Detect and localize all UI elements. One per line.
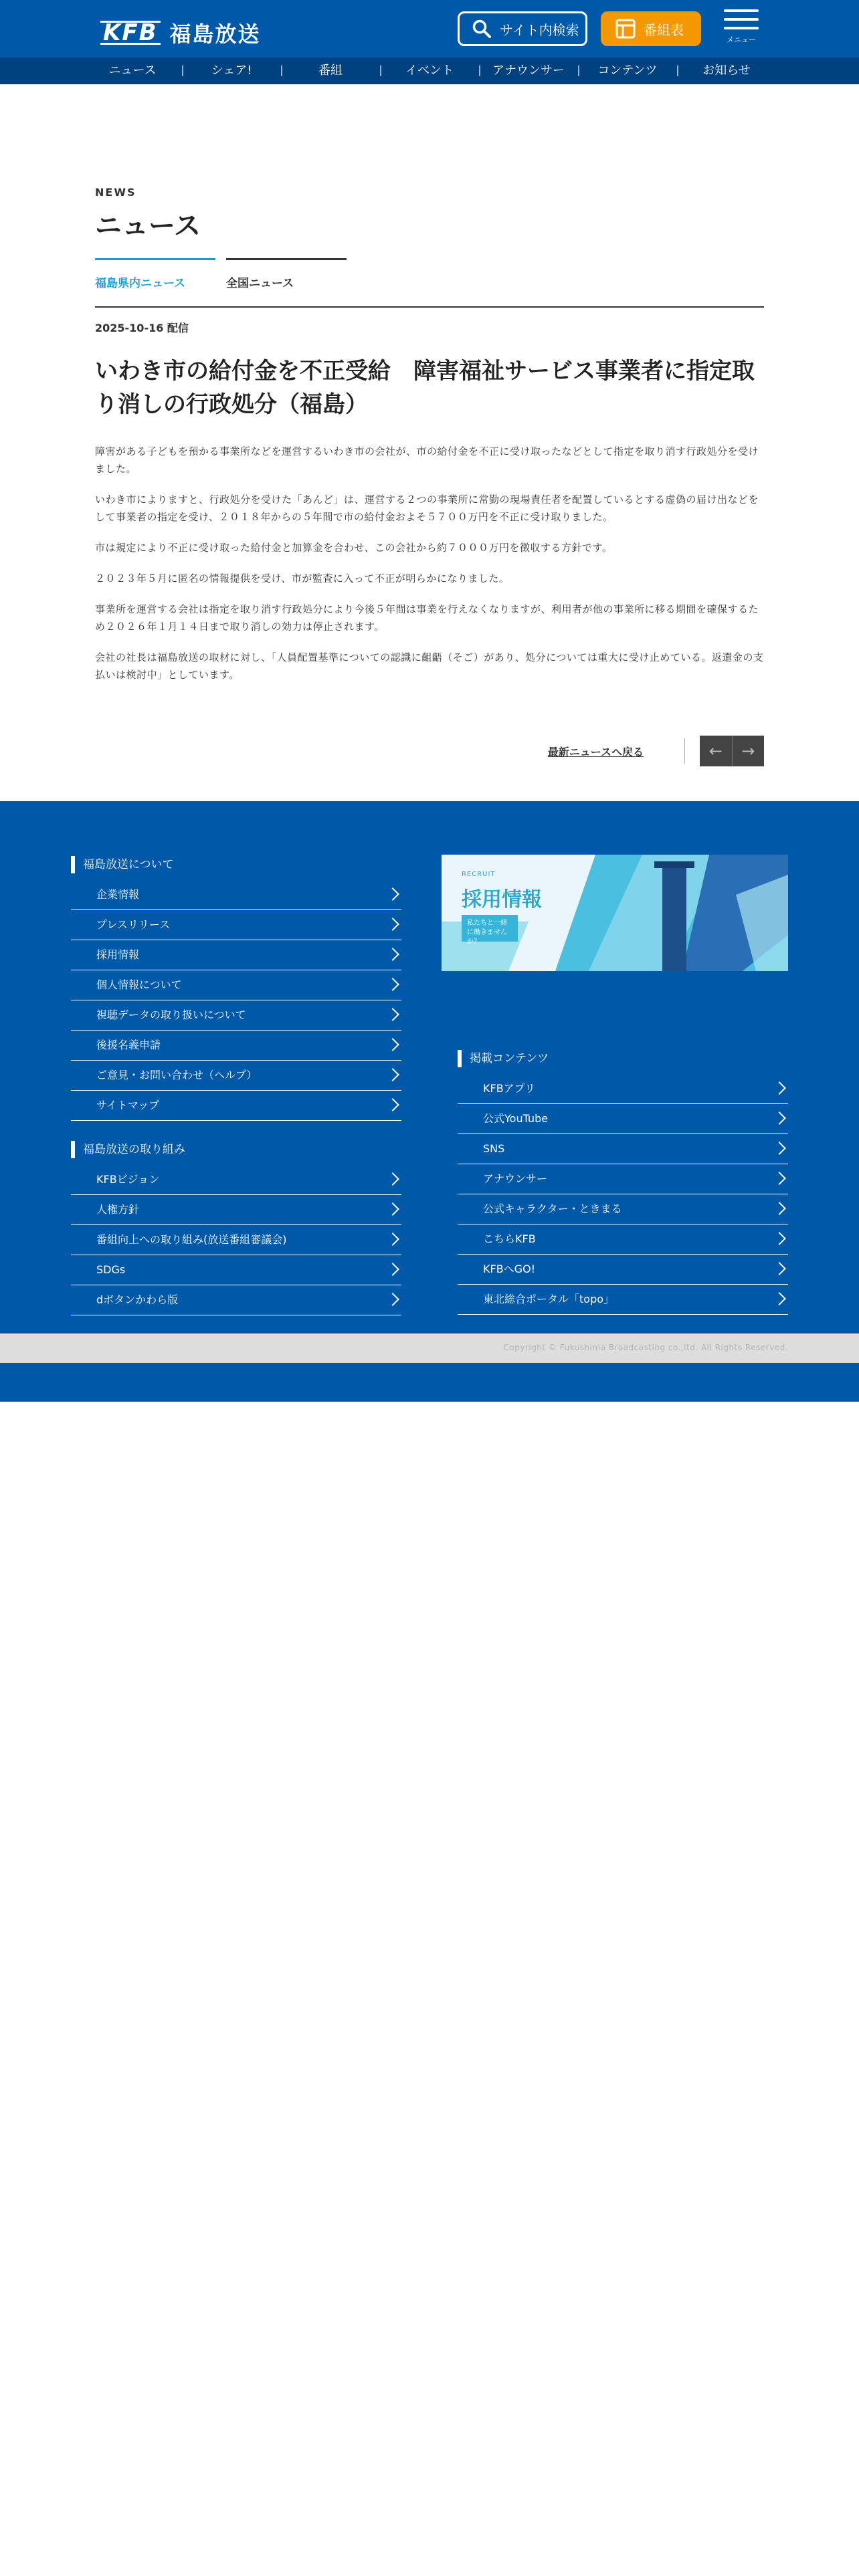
- footer-link-sitemap[interactable]: [71, 1091, 401, 1121]
- footer-about-list: [71, 880, 401, 1121]
- footer-link-label: プレスリリース: [96, 918, 171, 931]
- program-guide-button[interactable]: [601, 11, 701, 46]
- footer-link-label: 人権方針: [96, 1203, 140, 1216]
- footer-link-label: KFBビジョン: [96, 1173, 160, 1186]
- footer-link-program-council[interactable]: [71, 1225, 401, 1255]
- footer-link-kochira-kfb[interactable]: [458, 1224, 788, 1255]
- footer-link-label: SDGs: [96, 1263, 126, 1276]
- footer-link-press[interactable]: [71, 910, 401, 940]
- next-arrow-icon[interactable]: →: [732, 736, 765, 766]
- chevron-right-icon: [386, 887, 399, 901]
- footer-efforts-column: [71, 1141, 401, 1315]
- chevron-right-icon: [773, 1111, 786, 1125]
- chevron-right-icon: [773, 1232, 786, 1245]
- footer-link-label: ご意見・お問い合わせ（ヘルプ）: [96, 1069, 258, 1081]
- nav-item-notices[interactable]: お知らせ: [677, 58, 776, 84]
- footer-link-character[interactable]: [458, 1194, 788, 1224]
- menu-bar-icon: [724, 27, 759, 29]
- chevron-right-icon: [773, 1292, 786, 1305]
- site-search-button[interactable]: [458, 11, 587, 46]
- chevron-right-icon: [386, 1293, 399, 1306]
- copyright-bar: [0, 1333, 859, 1363]
- footer-efforts-heading: 福島放送の取り組み: [71, 1141, 401, 1158]
- footer-link-label: サイトマップ: [96, 1099, 160, 1111]
- footer-link-topo[interactable]: [458, 1285, 788, 1315]
- recruit-banner-subtitle: 私たちと一緒に働きませんか？: [462, 915, 518, 942]
- footer-about-heading: 福島放送について: [71, 856, 401, 873]
- article-title: いわき市の給付金を不正受給 障害福祉サービス事業者に指定取り消しの行政処分（福島）: [95, 358, 755, 418]
- nav-item-contents[interactable]: コンテンツ: [578, 58, 677, 84]
- article-date: 2025-10-16 配信: [95, 322, 189, 334]
- menu-label: メニュー: [727, 35, 756, 44]
- tab-fukushima-news[interactable]: 福島県内ニュース: [95, 258, 215, 306]
- chevron-right-icon: [386, 978, 399, 991]
- chevron-right-icon: [386, 1263, 399, 1276]
- footer-link-dbutton[interactable]: [71, 1285, 401, 1315]
- footer-link-label: 番組向上への取り組み(放送番組審議会): [96, 1233, 287, 1246]
- global-nav: [0, 58, 859, 84]
- footer-link-label: 個人情報について: [96, 978, 182, 991]
- footer-link-kfb-go[interactable]: [458, 1255, 788, 1285]
- chevron-right-icon: [773, 1202, 786, 1215]
- tab-national-news[interactable]: 全国ニュース: [226, 258, 347, 306]
- footer-link-recruit[interactable]: [71, 940, 401, 970]
- article-paragraph: 会社の社長は福島放送の取材に対し、「人員配置基準についての認識に齟齬（そご）があり、処分については重大に受け止めている。返還金の支払いは検討中」としています。: [95, 651, 764, 681]
- chevron-right-icon: [773, 1172, 786, 1185]
- prev-arrow-icon[interactable]: ←: [708, 742, 723, 760]
- nav-item-news[interactable]: ニュース: [108, 64, 157, 78]
- footer-link-sdgs[interactable]: [71, 1255, 401, 1285]
- footer-link-sponsorship[interactable]: [71, 1031, 401, 1061]
- menu-bar-icon: [724, 18, 759, 21]
- footer-link-label: アナウンサー: [483, 1172, 548, 1185]
- chevron-right-icon: [386, 1202, 399, 1216]
- chevron-right-icon: [386, 1008, 399, 1021]
- search-button-label: サイト内検索: [500, 21, 579, 38]
- news-tabs: [95, 258, 764, 308]
- article-navigation: [95, 736, 764, 766]
- footer-bottom-band: [0, 1363, 859, 1402]
- footer-link-label: dボタンかわら版: [96, 1293, 179, 1306]
- footer-link-label: SNS: [483, 1142, 505, 1155]
- hamburger-menu-button[interactable]: [723, 9, 760, 48]
- nav-item-programs[interactable]: 番組: [281, 58, 380, 84]
- article-paragraph: いわき市によりますと、行政処分を受けた「あんど」は、運営する２つの事業所に常勤の現場責任者を配置しているとする虚偽の届け出などをして事業者の指定を受け、２０１８年からの５年間で市の給付金およそ５７００万円を不正に受け取りました。: [95, 494, 759, 523]
- site-header: [0, 0, 859, 58]
- article-pager: [700, 736, 764, 766]
- nav-item-events[interactable]: イベント: [380, 58, 479, 84]
- chevron-right-icon: [773, 1081, 786, 1095]
- footer-link-company[interactable]: [71, 880, 401, 910]
- footer-contents-heading: 掲載コンテンツ: [458, 1050, 788, 1067]
- footer-link-label: こちらKFB: [483, 1232, 536, 1245]
- chevron-right-icon: [386, 1172, 399, 1186]
- footer-link-label: 企業情報: [96, 888, 140, 901]
- chevron-right-icon: [773, 1262, 786, 1275]
- article-paragraph: 市は規定により不正に受け取った給付金と加算金を合わせ、この会社から約７０００万円を徴収する方針です。: [95, 542, 613, 554]
- logo-text: 福島放送: [169, 21, 261, 47]
- footer-link-label: 視聴データの取り扱いについて: [96, 1008, 246, 1021]
- footer-link-sns[interactable]: [458, 1134, 788, 1164]
- chevron-right-icon: [386, 1098, 399, 1111]
- footer-link-contact[interactable]: [71, 1061, 401, 1091]
- recruit-banner-tag: RECRUIT: [462, 871, 496, 878]
- footer-link-label: KFBアプリ: [483, 1082, 536, 1095]
- program-button-label: 番組表: [644, 21, 684, 38]
- footer-contents-column: [458, 1050, 788, 1315]
- footer-link-label: 採用情報: [96, 948, 140, 961]
- footer-link-label: 東北総合ポータル「topo」: [483, 1293, 615, 1305]
- page-title: ニュース: [95, 211, 201, 241]
- site-footer: [0, 801, 859, 1402]
- footer-link-announcer[interactable]: [458, 1164, 788, 1194]
- article-paragraph: 障害がある子どもを預かる事業所などを運営するいわき市の会社が、市の給付金を不正に受け取ったなどとして指定を取り消す行政処分を受けました。: [95, 445, 759, 475]
- footer-link-label: 公式YouTube: [483, 1112, 549, 1125]
- site-logo[interactable]: [100, 17, 261, 48]
- footer-link-youtube[interactable]: [458, 1104, 788, 1134]
- article-paragraph: ２０２３年５月に匿名の情報提供を受け、市が監査に入って不正が明らかになりました。: [95, 572, 510, 584]
- footer-link-label: KFBへGO!: [483, 1263, 536, 1275]
- footer-efforts-list: [71, 1165, 401, 1315]
- logo-mark: KFB: [100, 21, 161, 45]
- nav-item-share[interactable]: シェア!: [182, 58, 281, 84]
- copyright-text: Copyright © Fukushima Broadcasting co.,ltd. All Rights Reserved.: [503, 1343, 788, 1352]
- footer-link-app[interactable]: [458, 1074, 788, 1104]
- footer-link-privacy[interactable]: [71, 970, 401, 1000]
- section-title-en: NEWS: [95, 186, 136, 199]
- chevron-right-icon: [386, 918, 399, 931]
- footer-contents-list: [458, 1074, 788, 1315]
- footer-link-label: 公式キャラクター・ときまる: [483, 1202, 622, 1215]
- chevron-right-icon: [773, 1142, 786, 1155]
- nav-item-announcers[interactable]: アナウンサー: [479, 58, 578, 84]
- article-paragraph: 事業所を運営する会社は指定を取り消す行政処分により今後５年間は事業を行えなくなりますが、利用者が他の事業所に移る期間を確保するため２０２６年１月１４日まで取り消しの効力は停止されます。: [95, 603, 759, 633]
- back-to-latest-link[interactable]: 最新ニュースへ戻る: [547, 746, 644, 758]
- chevron-right-icon: [386, 1068, 399, 1081]
- recruit-banner[interactable]: [442, 855, 788, 971]
- footer-about-column: [71, 856, 401, 1121]
- footer-link-viewing-data[interactable]: [71, 1000, 401, 1031]
- footer-link-human-rights[interactable]: [71, 1195, 401, 1225]
- chevron-right-icon: [386, 948, 399, 961]
- footer-link-vision[interactable]: [71, 1165, 401, 1195]
- divider: [684, 738, 685, 764]
- search-icon: [472, 19, 492, 39]
- chevron-right-icon: [386, 1038, 399, 1051]
- recruit-banner-title: 採用情報: [462, 888, 542, 911]
- article-body: [95, 443, 764, 697]
- table-icon: [615, 19, 636, 39]
- menu-bar-icon: [724, 9, 759, 12]
- footer-link-label: 後援名義申請: [96, 1039, 161, 1051]
- chevron-right-icon: [386, 1232, 399, 1246]
